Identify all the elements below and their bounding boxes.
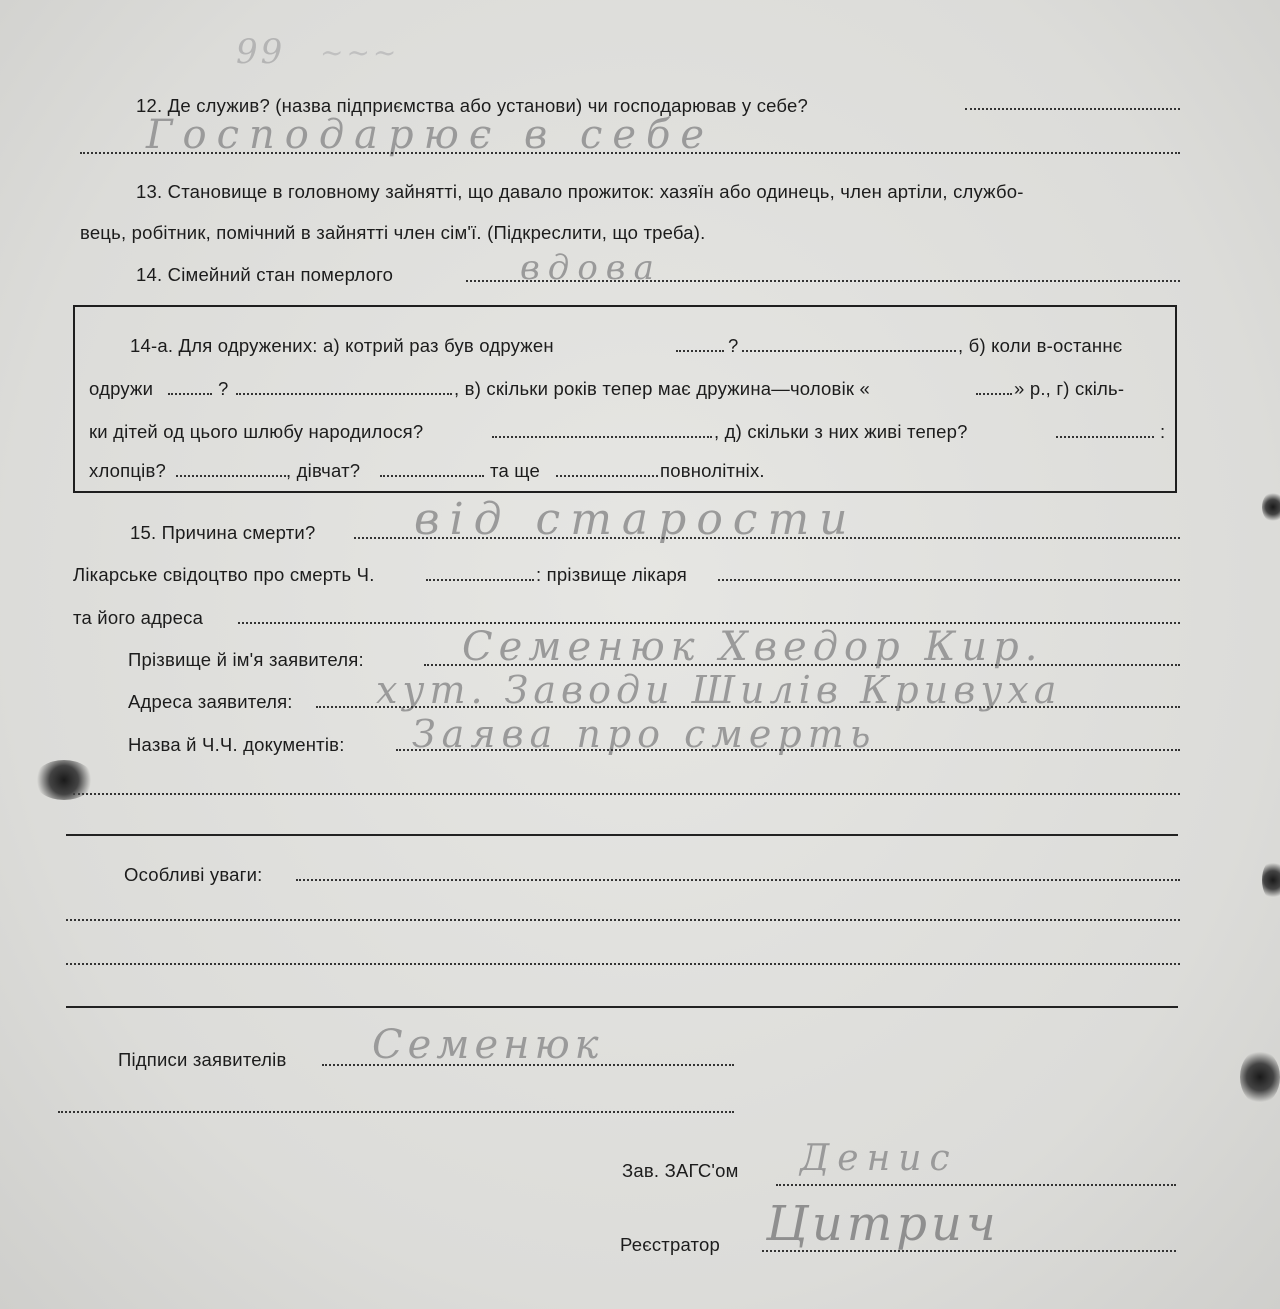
q14a-part10: , дівчат?: [286, 460, 361, 481]
zags-head-signature-line[interactable]: [776, 1184, 1176, 1186]
q14a-girls-field[interactable]: [380, 475, 484, 477]
documents-line-2[interactable]: [73, 793, 1180, 795]
medical-cert-number-field[interactable]: [426, 579, 534, 581]
q14a-part1: 14-а. Для одружених: а) котрий раз був одружен: [130, 335, 554, 356]
q14a-part5: » р., г) скіль-: [1014, 378, 1125, 399]
q14-label: 14. Сімейний стан померлого: [136, 264, 394, 285]
q14a-part2: , б) коли в-останнє: [958, 335, 1123, 356]
medical-cert-label: Лікарське свідоцтво про смерть Ч.: [73, 564, 375, 585]
q14a-q2: ?: [218, 378, 229, 399]
q12-line-end[interactable]: [965, 108, 1180, 110]
zags-head-signature[interactable]: Денис: [800, 1138, 958, 1179]
q14a-part3: одружи: [89, 378, 154, 399]
documents-label: Назва й Ч.Ч. документів:: [128, 734, 345, 755]
ink-stain-right-2: [1262, 860, 1280, 900]
documents-line[interactable]: [396, 749, 1180, 751]
q14a-last-married-field-2[interactable]: [236, 393, 452, 395]
q12-answer-line[interactable]: [80, 152, 1180, 154]
notes-line-2[interactable]: [66, 919, 1180, 921]
doctor-name-field[interactable]: [718, 579, 1180, 581]
registrar-signature[interactable]: Цитрич: [766, 1196, 1000, 1252]
q15-label: 15. Причина смерти?: [130, 522, 316, 543]
applicant-signature-line[interactable]: [322, 1064, 734, 1066]
applicant-signature-line-2[interactable]: [58, 1111, 734, 1113]
q14a-part8: :: [1160, 421, 1166, 442]
notes-line-3[interactable]: [66, 963, 1180, 965]
q12-label: 12. Де служив? (назва підприємства або установи) чи господарював у себе?: [136, 95, 808, 116]
doctor-address-label: та його адреса: [73, 607, 204, 628]
q13-line2: вець, робітник, помічний в зайнятті член сім'ї. (Підкреслити, що треба).: [80, 222, 706, 243]
q14-answer[interactable]: вдова: [520, 248, 662, 288]
ink-stain-left: [34, 760, 94, 800]
q14a-part4: , в) скільки років тепер має дружина—чоловік «: [454, 378, 871, 399]
q14a-times-married-field[interactable]: [676, 350, 724, 352]
margin-scribble: ~~~: [320, 36, 400, 69]
section-divider-2: [66, 1006, 1178, 1008]
q15-answer[interactable]: від старости: [414, 494, 858, 545]
q14a-children-alive-field[interactable]: [1056, 436, 1154, 438]
q14a-spouse-age-field[interactable]: [976, 393, 1012, 395]
documents-value[interactable]: Заява про смерть: [412, 712, 877, 756]
q14a-part12: повнолітніх.: [660, 460, 765, 481]
q14a-part7: , д) скільки з них живі тепер?: [714, 421, 968, 442]
margin-note: 99: [236, 32, 286, 72]
notes-line-1[interactable]: [296, 879, 1180, 881]
q12-answer[interactable]: Господарює в себе: [146, 112, 715, 158]
notes-label: Особливі уваги:: [124, 864, 263, 885]
q15-answer-line[interactable]: [354, 537, 1180, 539]
applicant-name-label: Прізвище й ім'я заявителя:: [128, 649, 364, 670]
doctor-name-label: : прізвище лікаря: [536, 564, 687, 585]
signatures-label: Підписи заявителів: [118, 1049, 287, 1070]
q14a-part6: ки дітей од цього шлюбу народилося?: [89, 421, 424, 442]
q13-line1: 13. Становище в головному зайнятті, що давало прожиток: хазяїн або одинець, член артіли, службо-: [136, 181, 1024, 202]
section-divider-1: [66, 834, 1178, 836]
ink-stain-right-3: [1262, 492, 1280, 522]
q14a-last-married-field[interactable]: [168, 393, 212, 395]
applicant-address-label: Адреса заявителя:: [128, 691, 293, 712]
applicant-signature[interactable]: Семенюк: [372, 1022, 604, 1068]
registrar-signature-line[interactable]: [762, 1250, 1176, 1252]
q14a-times-married-field-2[interactable]: [742, 350, 956, 352]
q14a-part11: та ще: [490, 460, 540, 481]
q14a-children-born-field[interactable]: [492, 436, 712, 438]
applicant-name-line[interactable]: [424, 664, 1180, 666]
q14a-q1: ?: [728, 335, 739, 356]
applicant-name-value[interactable]: Семенюк Хведор Кир.: [462, 624, 1044, 670]
q14-answer-line[interactable]: [466, 280, 1180, 282]
applicant-address-line[interactable]: [316, 706, 1180, 708]
registrar-label: Реєстратор: [620, 1234, 720, 1255]
q14a-part9: хлопців?: [89, 460, 166, 481]
zags-head-label: Зав. ЗАГС'ом: [622, 1160, 739, 1181]
applicant-address-value[interactable]: хут. Заводи Шилів Кривуха: [376, 668, 1062, 712]
q14a-boys-field[interactable]: [176, 475, 286, 477]
ink-stain-right-1: [1240, 1050, 1280, 1104]
q14a-adults-field[interactable]: [556, 475, 658, 477]
